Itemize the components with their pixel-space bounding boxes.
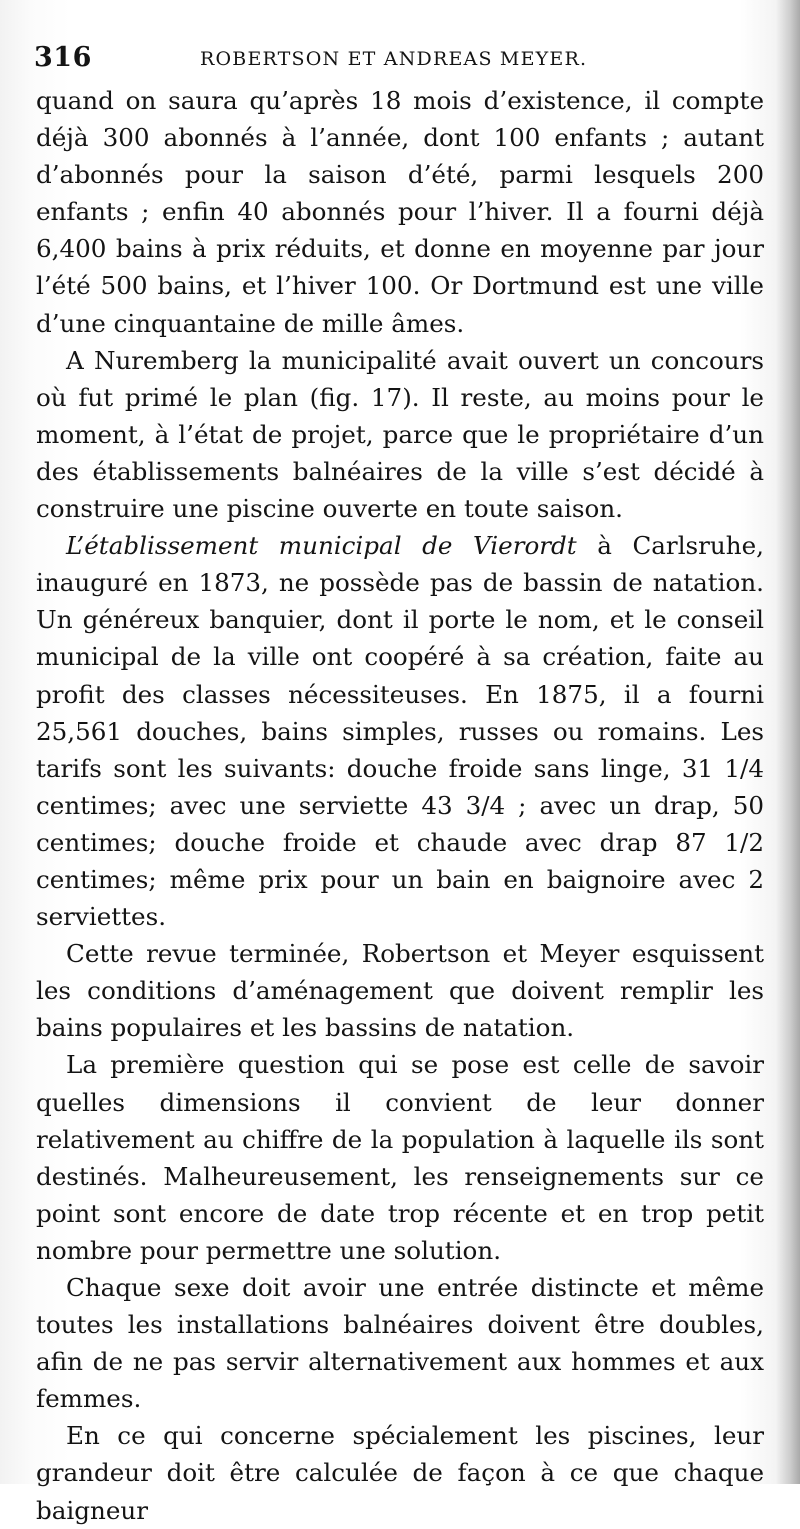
paragraph-premiere-question: La première question qui se pose est celle de savoir quelles dimensions il convient de leur donner relativement au chiffre de la population à laquelle ils sont destinés. Malheureusement, les renseignements sur ce point sont encore de date trop récente et en trop petit nombre pour permettre une solution. (36, 1050, 764, 1265)
paragraph-piscines: En ce qui concerne spécialement les piscines, leur grandeur doit être calculée de façon à ce que chaque baigneur (36, 1421, 764, 1525)
paragraph-revue: Cette revue terminée, Robertson et Meyer esquissent les conditions d’aménagement que doivent remplir les bains populaires et les bassins de natation. (36, 939, 764, 1043)
paragraph-chaque-sexe: Chaque sexe doit avoir une entrée distincte et même toutes les installations balnéaires doivent être doubles, afin de ne pas servir alternativement aux hommes et aux femmes. (36, 1273, 764, 1414)
paragraph-vierordt-text: à Carlsruhe, inauguré en 1873, ne possède pas de bassin de natation. Un généreux banquier, dont il porte le nom, et le conseil municipal de la ville ont coopéré à sa création, faite au profit des classes nécessiteuses. En 1875, il a fourni 25,561 douches, bains simples, russes ou romains. Les tarifs sont les suivants: douche froide sans linge, 31 1/4 centimes; avec une serviette 43 3/4 ; avec un drap, 50 centimes; douche froide et chaude avec drap 87 1/2 centimes; même prix pour un bain en baignoire avec 2 serviettes. (36, 531, 764, 932)
body-text (36, 82, 764, 1529)
spine-shadow (776, 0, 800, 1484)
page-header (34, 40, 754, 80)
paragraph-nuremberg: A Nuremberg la municipalité avait ouvert un concours où fut primé le plan (fig. 17). Il reste, au moins pour le moment, à l’état de projet, parce que le propriétaire d’un des établissements balnéaires de la ville s’est décidé à construire une piscine ouverte en toute saison. (36, 345, 764, 524)
paragraph-vierordt (36, 527, 764, 935)
paragraph-dortmund: quand on saura qu’après 18 mois d’existence, il compte déjà 300 abonnés à l’année, dont 100 enfants ; autant d’abonnés pour la saison d’été, parmi lesquels 200 enfants ; enfin 40 abonnés pour l’hiver. Il a fourni déjà 6,400 bains à prix réduits, et donne en moyenne par jour l’été 500 bains, et l’hiver 100. Or Dortmund est une ville d’une cinquantaine de mille âmes. (36, 86, 764, 338)
running-head: ROBERTSON ET ANDREAS MEYER. (200, 48, 588, 70)
paragraph-vierordt-italic: L’établissement municipal de Vierordt (66, 531, 577, 561)
page-number: 316 (34, 42, 92, 73)
